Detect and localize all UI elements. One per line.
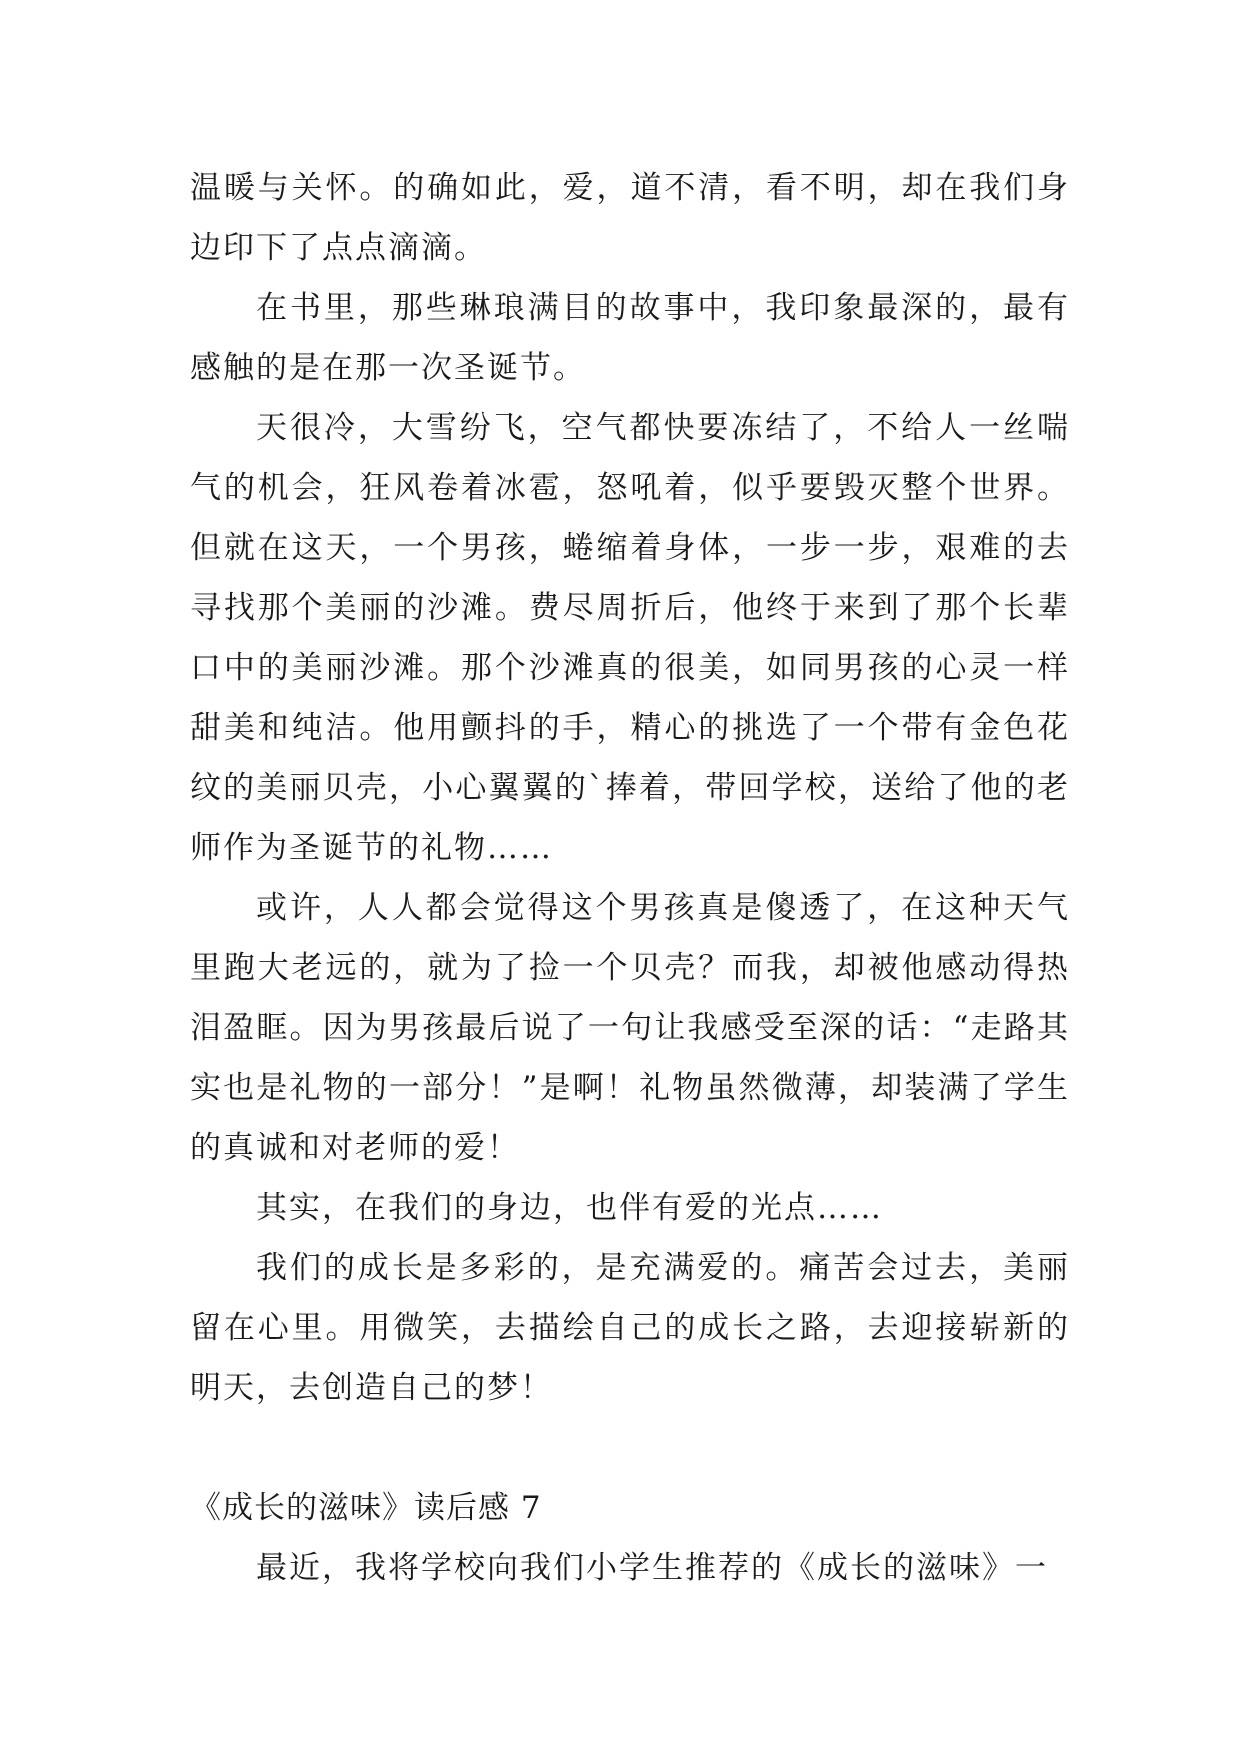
paragraph-6: 我们的成长是多彩的，是充满爱的。痛苦会过去，美丽留在心里。用微笑，去描绘自己的成长之路，去迎接崭新的明天，去创造自己的梦！ [190, 1250, 1070, 1406]
document-body [190, 158, 1070, 1598]
paragraph-4: 或许，人人都会觉得这个男孩真是傻透了，在这种天气里跑大老远的，就为了捡一个贝壳？而我，却被他感动得热泪盈眶。因为男孩最后说了一句让我感受至深的话：“走路其实也是礼物的一部分！”是啊！礼物虽然微薄，却装满了学生的真诚和对老师的爱！ [190, 890, 1070, 1166]
paragraph-1: 温暖与关怀。的确如此，爱，道不清，看不明，却在我们身边印下了点点滴滴。 [190, 170, 1070, 266]
paragraph-5: 其实，在我们的身边，也伴有爱的光点…… [256, 1190, 883, 1226]
paragraph-7: 最近，我将学校向我们小学生推荐的《成长的滋味》一 [256, 1550, 1048, 1586]
section-title: 《成长的滋味》读后感 7 [190, 1490, 542, 1526]
paragraph-3: 天很冷，大雪纷飞，空气都快要冻结了，不给人一丝喘气的机会，狂风卷着冰雹，怒吼着，似乎要毁灭整个世界。但就在这天，一个男孩，蜷缩着身体，一步一步，艰难的去寻找那个美丽的沙滩。费尽周折后，他终于来到了那个长辈口中的美丽沙滩。那个沙滩真的很美，如同男孩的心灵一样甜美和纯洁。他用颤抖的手，精心的挑选了一个带有金色花纹的美丽贝壳，小心翼翼的`捧着，带回学校，送给了他的老师作为圣诞节的礼物…… [190, 410, 1070, 866]
paragraph-2: 在书里，那些琳琅满目的故事中，我印象最深的，最有感触的是在那一次圣诞节。 [190, 290, 1070, 386]
